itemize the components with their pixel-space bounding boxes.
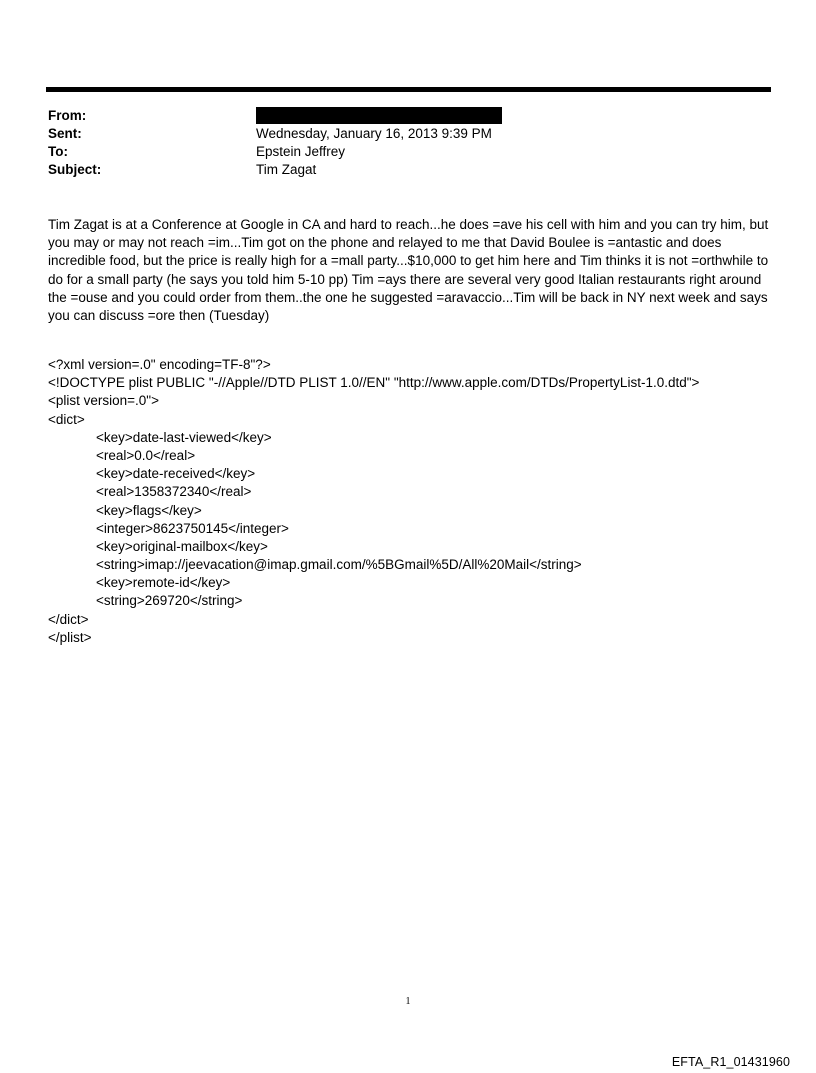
to-label: To: bbox=[48, 144, 68, 159]
plist-line: <!DOCTYPE plist PUBLIC "-//Apple//DTD PLIST 1.0//EN" "http://www.apple.com/DTDs/PropertyList-1.0.dtd"> bbox=[48, 375, 700, 391]
plist-line: <integer>8623750145</integer> bbox=[96, 520, 289, 536]
plist-line: <real>1358372340</real> bbox=[96, 484, 252, 500]
email-header bbox=[48, 107, 748, 179]
subject-label: Subject: bbox=[48, 162, 102, 177]
plist-line: <key>original-mailbox</key> bbox=[96, 538, 268, 554]
page-number: 1 bbox=[405, 996, 411, 1007]
to-value: Epstein Jeffrey bbox=[256, 144, 346, 159]
to-row bbox=[48, 143, 748, 161]
from-row bbox=[48, 107, 748, 125]
plist-line: <plist version=.0"> bbox=[48, 393, 159, 409]
plist-line: </dict> bbox=[48, 611, 89, 627]
plist-line: <string>imap://jeevacation@imap.gmail.com/%5BGmail%5D/All%20Mail</string> bbox=[96, 557, 582, 573]
sent-label: Sent: bbox=[48, 126, 82, 141]
sent-value: Wednesday, January 16, 2013 9:39 PM bbox=[256, 126, 492, 141]
sent-row bbox=[48, 125, 748, 143]
from-label: From: bbox=[48, 108, 87, 123]
document-id: EFTA_R1_01431960 bbox=[671, 1055, 790, 1069]
plist-metadata bbox=[48, 356, 778, 647]
subject-row bbox=[48, 161, 748, 179]
plist-line: <key>remote-id</key> bbox=[96, 575, 231, 591]
email-body: Tim Zagat is at a Conference at Google in CA and hard to reach...he does =ave his cell with him and you can try him, but you may or may not reach =im...Tim got on the phone and relayed to me that David Boulee is =antastic and does incredible food, but the price is really high for a =mall party...$10,000 to get him here and Tim thinks it is not =orthwhile to do for a small party (he says you told him 5-10 pp) Tim =ays there are several very good Italian restaurants right around the =ouse and you could order from them..the one he suggested =aravaccio...Tim will be back in NY next week and says you can discuss =ore then (Tuesday) bbox=[48, 217, 769, 324]
plist-line: <real>0.0</real> bbox=[96, 447, 196, 463]
plist-line: <key>flags</key> bbox=[96, 502, 202, 518]
subject-value: Tim Zagat bbox=[256, 162, 317, 177]
header-rule bbox=[46, 87, 771, 92]
plist-line: </plist> bbox=[48, 629, 92, 645]
plist-line: <key>date-received</key> bbox=[96, 466, 256, 482]
plist-line: <string>269720</string> bbox=[96, 593, 243, 609]
plist-line: <dict> bbox=[48, 411, 85, 427]
redacted-sender bbox=[256, 107, 502, 124]
plist-line: <key>date-last-viewed</key> bbox=[96, 429, 272, 445]
plist-line: <?xml version=.0" encoding=TF-8"?> bbox=[48, 357, 271, 372]
